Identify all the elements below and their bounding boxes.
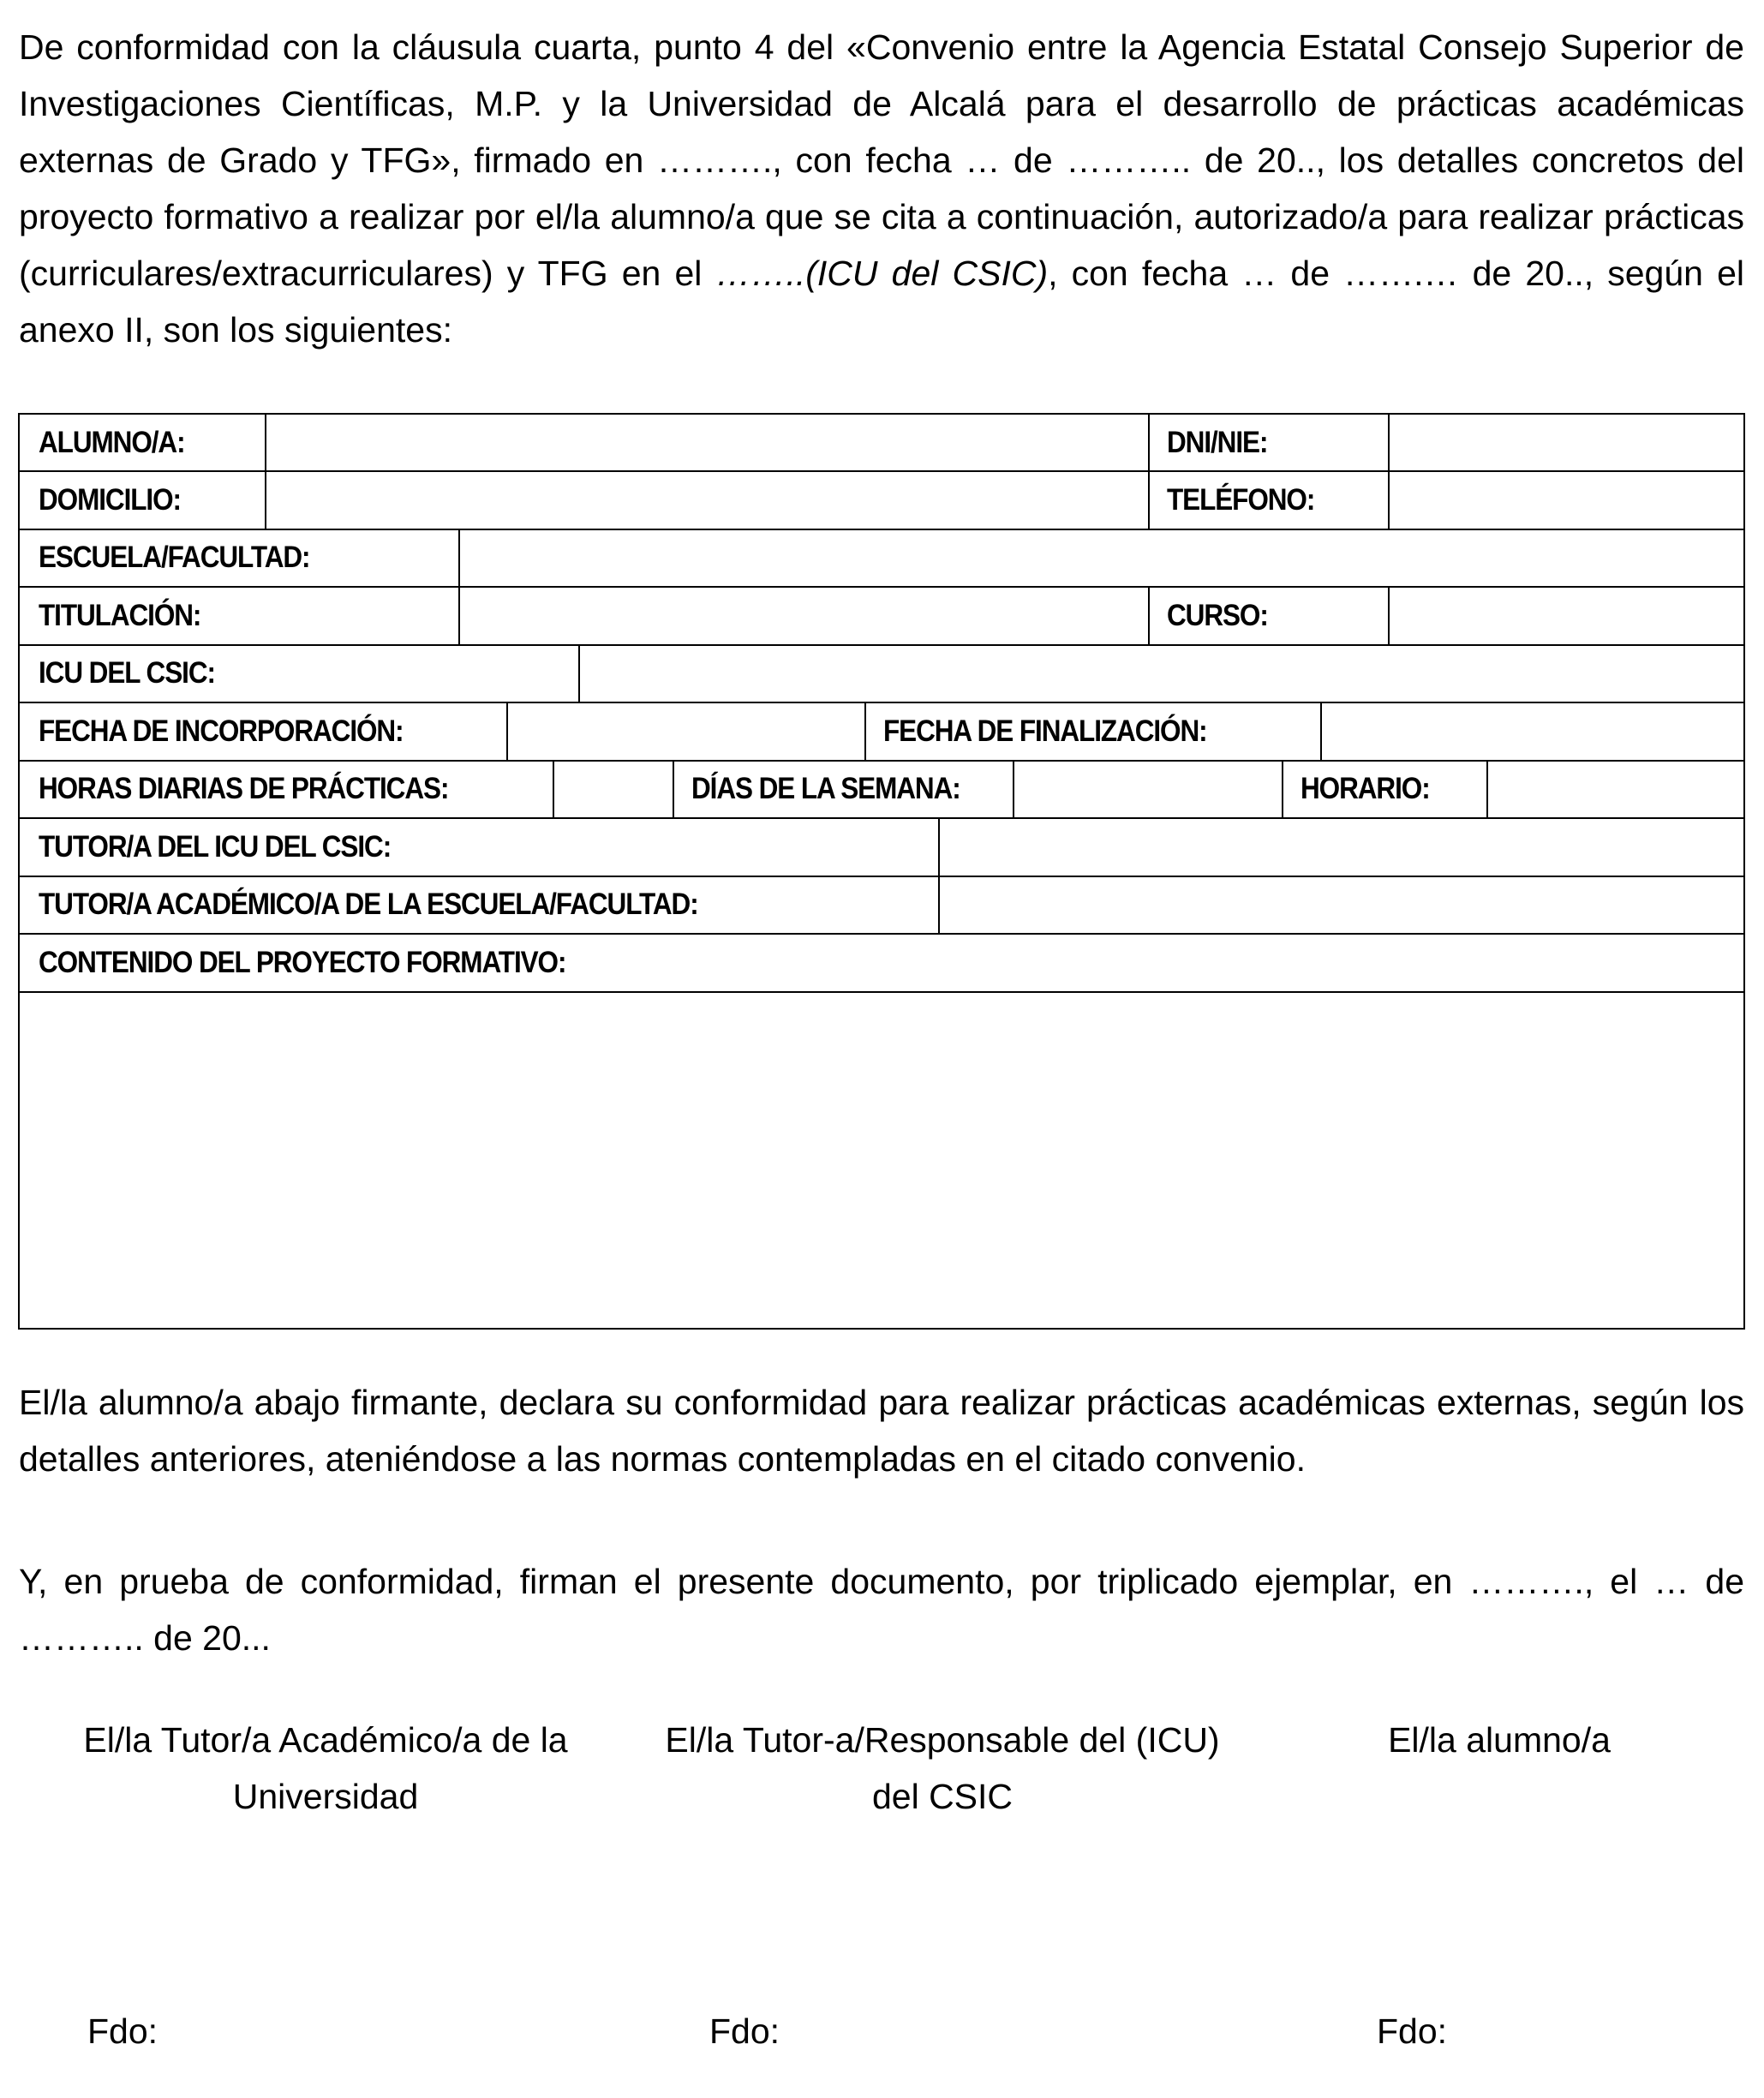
intro-paragraph: De conformidad con la cláusula cuarta, punto 4 del «Convenio entre la Agencia Estatal Consejo Superior de Investigaciones Científicas, M.P. y la Universidad de Alcalá para el desarrollo de prácticas académicas externas de Grado y TFG», firmado en ………., con fecha … de ……….. de 20.., los detalles concretos del proyecto formativo a realizar por el/la alumno/a que se cita a continuación, autorizado/a para realizar prácticas (curriculares/extracurriculares) y TFG en el ……..(ICU del CSIC), con fecha … de …….… de 20.., según el anexo II, son los siguientes: <box>19 27 1744 350</box>
signature-academic-tutor-title: El/la Tutor/a Académico/a de la Universidad <box>83 1720 568 1816</box>
signing-statement: Y, en prueba de conformidad, firman el presente documento, por triplicado ejemplar, en ………., el … de ……….. de 20... <box>19 1562 1744 1658</box>
fdo-academic-tutor: Fdo: <box>87 2011 158 2051</box>
signature-student-title: El/la alumno/a <box>1388 1720 1611 1760</box>
label-escuela: ESCUELA/FACULTAD: <box>39 541 310 574</box>
tutor-academico-field[interactable] <box>940 877 1743 933</box>
contenido-field[interactable] <box>20 993 1743 1328</box>
label-telefono: TELÉFONO: <box>1167 483 1315 517</box>
fdo-csic-tutor: Fdo: <box>709 2011 780 2051</box>
label-contenido: CONTENIDO DEL PROYECTO FORMATIVO: <box>39 946 566 979</box>
label-horario: HORARIO: <box>1301 772 1430 805</box>
curso-field[interactable] <box>1390 588 1743 644</box>
label-icu: ICU DEL CSIC: <box>39 656 215 690</box>
label-tutor-icu: TUTOR/A DEL ICU DEL CSIC: <box>39 830 392 864</box>
icu-field[interactable] <box>580 646 1743 702</box>
dni-field[interactable] <box>1390 415 1743 470</box>
label-fecha-incorporacion: FECHA DE INCORPORACIÓN: <box>39 714 404 748</box>
label-horas: HORAS DIARIAS DE PRÁCTICAS: <box>39 772 449 805</box>
escuela-field[interactable] <box>460 530 1743 586</box>
declaration-paragraph: El/la alumno/a abajo firmante, declara su conformidad para realizar prácticas académicas externas, según los detalles anteriores, ateniéndose a las normas contempladas en el citado convenio. <box>19 1383 1744 1479</box>
signature-csic-tutor-title: El/la Tutor-a/Responsable del (ICU) del CSIC <box>665 1720 1220 1816</box>
label-curso: CURSO: <box>1167 599 1268 632</box>
tutor-icu-field[interactable] <box>940 819 1743 876</box>
alumno-field[interactable] <box>266 415 1148 470</box>
label-tutor-academico: TUTOR/A ACADÉMICO/A DE LA ESCUELA/FACULTAD: <box>39 888 698 921</box>
dias-field[interactable] <box>1014 762 1282 817</box>
label-titulacion: TITULACIÓN: <box>39 599 201 632</box>
fdo-student: Fdo: <box>1377 2011 1448 2051</box>
label-fecha-finalizacion: FECHA DE FINALIZACIÓN: <box>883 714 1207 748</box>
fecha-incorporacion-field[interactable] <box>508 703 864 760</box>
telefono-field[interactable] <box>1390 472 1743 529</box>
horas-field[interactable] <box>554 762 673 817</box>
label-dias: DÍAS DE LA SEMANA: <box>691 772 960 805</box>
student-form-table <box>18 413 1745 1330</box>
label-domicilio: DOMICILIO: <box>39 483 181 517</box>
fecha-finalizacion-field[interactable] <box>1322 703 1743 760</box>
icu-placeholder: ……..(ICU del CSIC) <box>715 254 1049 293</box>
label-alumno: ALUMNO/A: <box>39 426 185 459</box>
horario-field[interactable] <box>1488 762 1743 817</box>
titulacion-field[interactable] <box>460 588 1148 644</box>
label-dni: DNI/NIE: <box>1167 426 1268 459</box>
domicilio-field[interactable] <box>266 472 1148 529</box>
